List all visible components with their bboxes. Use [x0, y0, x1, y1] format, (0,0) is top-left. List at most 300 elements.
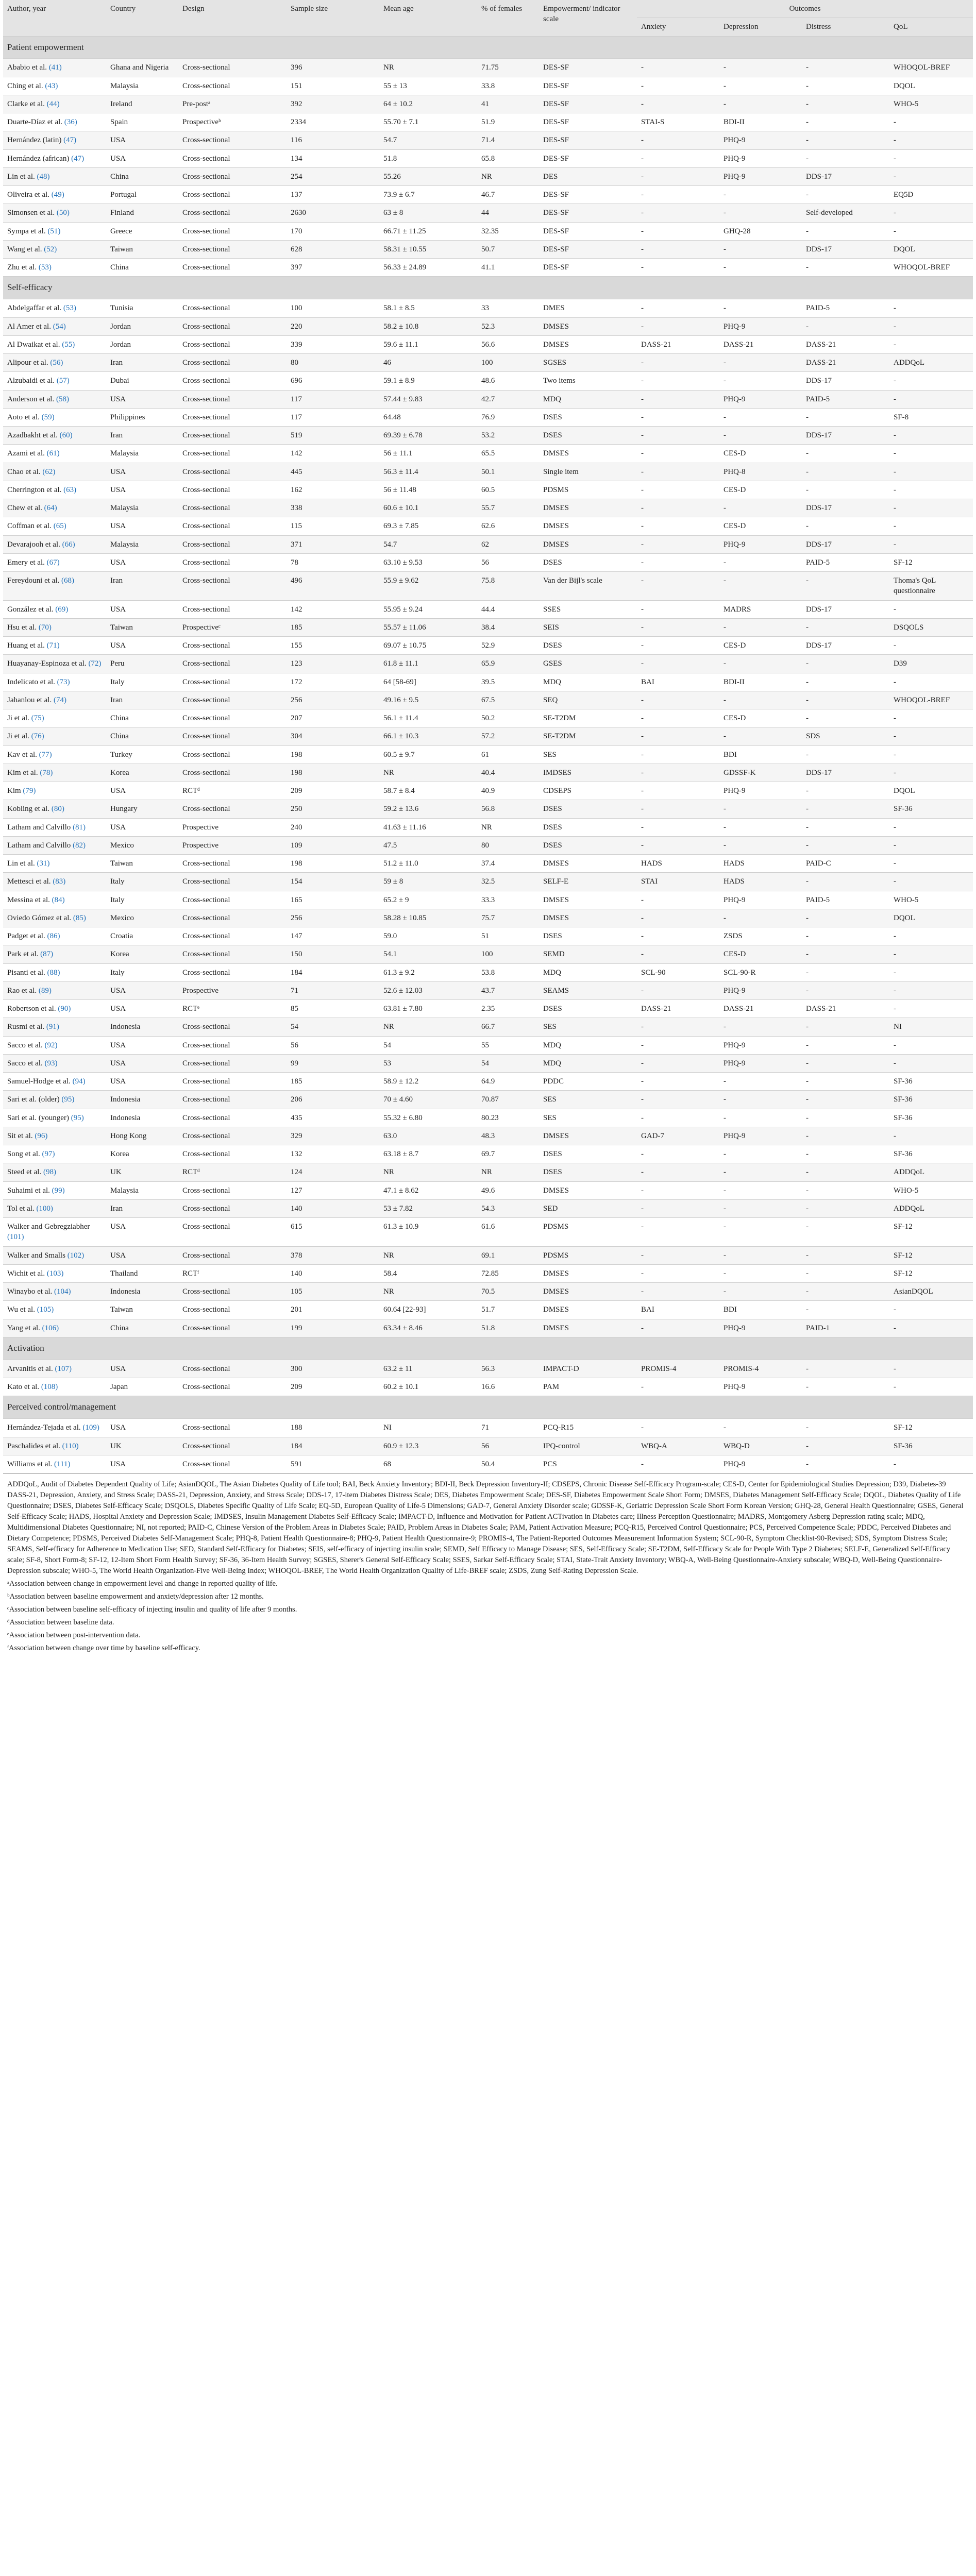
cell-qol: SF-8	[889, 408, 973, 426]
reference-link[interactable]: (52)	[44, 245, 57, 253]
cell-author	[3, 445, 106, 463]
cell-design: Cross-sectional	[178, 1109, 287, 1127]
cell-sample-size: 256	[287, 691, 379, 709]
author-name: Steed et al.	[7, 1168, 42, 1177]
cell-mean-age: 63.2 ± 11	[379, 1360, 477, 1378]
cell-qol: -	[889, 499, 973, 517]
cell-scale: IMPACT-D	[539, 1360, 637, 1378]
table-row	[3, 372, 973, 390]
reference-link[interactable]: (81)	[73, 823, 86, 832]
cell-sample-size: 185	[287, 1073, 379, 1091]
reference-link[interactable]: (55)	[62, 340, 75, 349]
cell-depression: PHQ-9	[719, 131, 802, 149]
cell-mean-age: 58.4	[379, 1264, 477, 1282]
cell-mean-age: NR	[379, 1018, 477, 1036]
cell-scale: DSES	[539, 818, 637, 836]
table-row	[3, 1145, 973, 1163]
table-row	[3, 390, 973, 408]
cell-distress: -	[802, 1199, 889, 1217]
reference-link[interactable]: (83)	[53, 877, 66, 886]
author-name: Kobling et al.	[7, 805, 50, 814]
cell-qol: -	[889, 299, 973, 317]
author-name: Walker and Gebregziabher	[7, 1223, 90, 1231]
author-name: Ching et al.	[7, 81, 43, 90]
cell-depression: -	[719, 95, 802, 113]
cell-author	[3, 618, 106, 636]
cell-qol: SF-36	[889, 1109, 973, 1127]
cell-country: Hungary	[106, 800, 178, 818]
cell-qol: DSQOLS	[889, 618, 973, 636]
reference-link[interactable]: (87)	[40, 950, 54, 959]
table-row	[3, 131, 973, 149]
reference-link[interactable]: (90)	[58, 1005, 71, 1013]
cell-pct-females: 71.75	[477, 59, 539, 77]
table-row	[3, 149, 973, 167]
cell-author	[3, 1455, 106, 1473]
section-header	[3, 36, 973, 59]
cell-pct-females: 100	[477, 354, 539, 372]
cell-anxiety: -	[637, 535, 719, 553]
cell-author	[3, 1000, 106, 1018]
reference-link[interactable]: (109)	[82, 1423, 99, 1432]
cell-design: Cross-sectional	[178, 1301, 287, 1319]
cell-country: USA	[106, 1000, 178, 1018]
author-name: Kav et al.	[7, 750, 37, 759]
cell-depression: PHQ-9	[719, 1319, 802, 1337]
cell-sample-size: 115	[287, 517, 379, 535]
reference-link[interactable]: (80)	[51, 805, 64, 814]
cell-mean-age: 56 ± 11.48	[379, 481, 477, 499]
author-name: Abdelgaffar et al.	[7, 304, 62, 313]
cell-country: Malaysia	[106, 535, 178, 553]
reference-link[interactable]: (101)	[7, 1233, 24, 1242]
cell-qol: -	[889, 855, 973, 873]
cell-qol: SF-36	[889, 1091, 973, 1109]
reference-link[interactable]: (98)	[43, 1168, 56, 1177]
cell-sample-size: 162	[287, 481, 379, 499]
reference-link[interactable]: (78)	[40, 768, 53, 777]
cell-scale: DMSES	[539, 1181, 637, 1199]
cell-qol: DQOL	[889, 782, 973, 800]
cell-sample-size: 100	[287, 299, 379, 317]
reference-link[interactable]: (65)	[53, 522, 66, 531]
cell-design: Cross-sectional	[178, 855, 287, 873]
cell-design: Cross-sectional	[178, 945, 287, 963]
reference-link[interactable]: (104)	[54, 1287, 71, 1296]
cell-qol: -	[889, 836, 973, 854]
cell-design: Prospective	[178, 981, 287, 999]
reference-link[interactable]: (107)	[55, 1364, 72, 1373]
cell-scale: DMSES	[539, 535, 637, 553]
reference-link[interactable]: (53)	[63, 304, 76, 313]
reference-link[interactable]: (100)	[36, 1204, 53, 1213]
cell-distress: -	[802, 981, 889, 999]
cell-anxiety: BAI	[637, 1301, 719, 1319]
cell-design: RCTᶠ	[178, 1264, 287, 1282]
author-name: Arvanitis et al.	[7, 1364, 53, 1373]
cell-qol: -	[889, 981, 973, 999]
cell-scale: DSES	[539, 1000, 637, 1018]
cell-mean-age: 60.64 [22-93]	[379, 1301, 477, 1319]
cell-scale: SES	[539, 745, 637, 764]
reference-link[interactable]: (72)	[88, 659, 102, 668]
cell-author	[3, 240, 106, 258]
cell-author	[3, 1018, 106, 1036]
table-row	[3, 481, 973, 499]
cell-design: Cross-sectional	[178, 745, 287, 764]
cell-design: Prospectiveᶜ	[178, 618, 287, 636]
reference-link[interactable]: (96)	[35, 1131, 48, 1140]
reference-link[interactable]: (31)	[37, 859, 50, 868]
cell-pct-females: 52.9	[477, 637, 539, 655]
reference-link[interactable]: (71)	[46, 641, 60, 650]
cell-distress: DDS-17	[802, 637, 889, 655]
cell-design: Cross-sectional	[178, 655, 287, 673]
reference-link[interactable]: (97)	[42, 1150, 55, 1159]
cell-mean-age: 56.1 ± 11.4	[379, 709, 477, 727]
reference-link[interactable]: (111)	[54, 1460, 71, 1468]
cell-pct-females: 51.8	[477, 1319, 539, 1337]
section-title: Patient empowerment	[3, 36, 973, 59]
cell-design: Cross-sectional	[178, 1054, 287, 1072]
cell-pct-females: 80	[477, 836, 539, 854]
cell-sample-size: 240	[287, 818, 379, 836]
reference-link[interactable]: (84)	[52, 895, 65, 904]
cell-qol: -	[889, 1036, 973, 1054]
author-name: Sari et al. (younger)	[7, 1113, 69, 1122]
cell-depression: -	[719, 909, 802, 927]
reference-link[interactable]: (69)	[55, 605, 69, 614]
reference-link[interactable]: (61)	[46, 449, 60, 458]
cell-mean-age: 73.9 ± 6.7	[379, 186, 477, 204]
reference-link[interactable]: (89)	[38, 986, 52, 995]
reference-link[interactable]: (60)	[59, 431, 73, 440]
cell-sample-size: 78	[287, 553, 379, 571]
reference-link[interactable]: (99)	[52, 1186, 65, 1195]
cell-sample-size: 54	[287, 1018, 379, 1036]
cell-distress: -	[802, 222, 889, 240]
cell-qol: -	[889, 1319, 973, 1337]
reference-link[interactable]: (59)	[41, 413, 55, 421]
cell-qol: DQOL	[889, 240, 973, 258]
reference-link[interactable]: (47)	[63, 136, 77, 145]
cell-sample-size: 184	[287, 1437, 379, 1455]
reference-link[interactable]: (85)	[73, 913, 86, 922]
reference-link[interactable]: (103)	[46, 1269, 64, 1278]
cell-sample-size: 198	[287, 764, 379, 782]
reference-link[interactable]: (77)	[39, 750, 52, 759]
cell-scale: PDDC	[539, 1073, 637, 1091]
cell-country: Taiwan	[106, 618, 178, 636]
cell-anxiety: -	[637, 354, 719, 372]
reference-link[interactable]: (70)	[38, 623, 52, 632]
reference-link[interactable]: (74)	[53, 696, 66, 704]
table-row	[3, 259, 973, 277]
cell-anxiety: -	[637, 764, 719, 782]
cell-scale: DES-SF	[539, 59, 637, 77]
footnote-item: ᵃAssociation between change in empowerment level and change in reported quality of life.	[7, 1580, 278, 1588]
cell-mean-age: 53 ± 7.82	[379, 1199, 477, 1217]
cell-anxiety: -	[637, 427, 719, 445]
cell-depression: -	[719, 553, 802, 571]
table-row	[3, 1246, 973, 1264]
cell-scale: SEQ	[539, 691, 637, 709]
cell-distress: -	[802, 1181, 889, 1199]
author-name: Suhaimi et al.	[7, 1186, 50, 1195]
cell-distress: -	[802, 655, 889, 673]
cell-country: Italy	[106, 963, 178, 981]
cell-scale: DSES	[539, 1163, 637, 1181]
author-name: Sacco et al.	[7, 1059, 43, 1067]
cell-depression: PHQ-9	[719, 1455, 802, 1473]
cell-depression: CES-D	[719, 637, 802, 655]
reference-link[interactable]: (49)	[51, 191, 64, 199]
cell-qol: SF-12	[889, 553, 973, 571]
cell-mean-age: 58.28 ± 10.85	[379, 909, 477, 927]
reference-link[interactable]: (47)	[71, 154, 85, 163]
cell-design: Cross-sectional	[178, 800, 287, 818]
cell-country: Indonesia	[106, 1109, 178, 1127]
table-row	[3, 1091, 973, 1109]
cell-design: Cross-sectional	[178, 445, 287, 463]
cell-qol: -	[889, 167, 973, 185]
cell-distress: -	[802, 691, 889, 709]
cell-scale: PDSMS	[539, 1246, 637, 1264]
reference-link[interactable]: (86)	[47, 932, 60, 941]
reference-link[interactable]: (66)	[62, 540, 75, 549]
reference-link[interactable]: (105)	[37, 1306, 54, 1314]
cell-anxiety: -	[637, 745, 719, 764]
reference-link[interactable]: (54)	[53, 322, 66, 331]
cell-depression: PHQ-9	[719, 891, 802, 909]
cell-pct-females: 51.9	[477, 113, 539, 131]
author-name: Williams et al.	[7, 1460, 53, 1468]
cell-sample-size: 201	[287, 1301, 379, 1319]
cell-scale: MDQ	[539, 1054, 637, 1072]
cell-anxiety: -	[637, 655, 719, 673]
cell-scale: DMSES	[539, 445, 637, 463]
cell-mean-age: 52.6 ± 12.03	[379, 981, 477, 999]
author-name: Cherrington et al.	[7, 485, 62, 494]
reference-link[interactable]: (94)	[72, 1077, 86, 1086]
cell-design: Cross-sectional	[178, 1283, 287, 1301]
cell-qol: SF-36	[889, 1073, 973, 1091]
cell-author	[3, 335, 106, 353]
cell-qol: SF-36	[889, 800, 973, 818]
cell-anxiety: -	[637, 782, 719, 800]
cell-author	[3, 1091, 106, 1109]
cell-country: UK	[106, 1437, 178, 1455]
reference-link[interactable]: (79)	[23, 787, 36, 795]
reference-link[interactable]: (62)	[42, 467, 56, 476]
cell-scale: MDQ	[539, 1036, 637, 1054]
cell-author	[3, 818, 106, 836]
reference-link[interactable]: (76)	[31, 732, 44, 741]
cell-country: USA	[106, 553, 178, 571]
author-name: González et al.	[7, 605, 54, 614]
cell-anxiety: -	[637, 390, 719, 408]
cell-pct-females: 53.2	[477, 427, 539, 445]
cell-mean-age: 63.81 ± 7.80	[379, 1000, 477, 1018]
cell-design: Cross-sectional	[178, 1455, 287, 1473]
cell-pct-females: 55	[477, 1036, 539, 1054]
cell-author	[3, 299, 106, 317]
cell-anxiety: WBQ-A	[637, 1437, 719, 1455]
cell-pct-females: NR	[477, 167, 539, 185]
cell-pct-females: 50.7	[477, 240, 539, 258]
cell-design: Cross-sectional	[178, 186, 287, 204]
cell-author	[3, 259, 106, 277]
cell-mean-age: 59.2 ± 13.6	[379, 800, 477, 818]
cell-mean-age: 54.7	[379, 535, 477, 553]
cell-sample-size: 170	[287, 222, 379, 240]
cell-mean-age: 69.39 ± 6.78	[379, 427, 477, 445]
cell-mean-age: 61.8 ± 11.1	[379, 655, 477, 673]
cell-mean-age: 65.2 ± 9	[379, 891, 477, 909]
cell-mean-age: 66.1 ± 10.3	[379, 727, 477, 745]
reference-link[interactable]: (41)	[48, 63, 62, 72]
cell-depression: -	[719, 1218, 802, 1247]
author-name: Anderson et al.	[7, 395, 55, 403]
reference-link[interactable]: (63)	[63, 485, 77, 494]
reference-link[interactable]: (95)	[71, 1113, 84, 1122]
cell-anxiety: -	[637, 1036, 719, 1054]
cell-depression: BDI-II	[719, 673, 802, 691]
cell-sample-size: 142	[287, 600, 379, 618]
cell-scale: DMSES	[539, 1264, 637, 1282]
reference-link[interactable]: (36)	[64, 118, 77, 127]
cell-mean-age: 66.71 ± 11.25	[379, 222, 477, 240]
cell-country: Iran	[106, 691, 178, 709]
cell-qol: WHOQOL-BREF	[889, 691, 973, 709]
cell-distress: -	[802, 77, 889, 95]
reference-link[interactable]: (57)	[56, 377, 70, 385]
table-row	[3, 782, 973, 800]
abbreviations-text: ADDQoL, Audit of Diabetes Dependent Quality of Life; AsianDQOL, The Asian Diabetes Quality of Life tool; BAI, Beck Anxiety Inventory; BDI-II, Beck Depression Inventory-II; CDSEPS, Chronic Disease Self-Efficacy Program-scale; CES-D, Center for Epidemiological Studies Depression; D39, Diabetes-39 DASS-21, Depression, Anxiety, and Stress Scale; DASS-21, Depression, Anxiety, and Stress Scale; DDS-17, 17-item Diabetes Distress Scale; DES, Diabetes Empowerment Scale; DES-SF, Diabetes Empowerment Scale Short Form; DMSES, Diabetes Management Self-Efficacy Scale; DQOL, Diabetes Quality of Life Questionnaire; DSES, Diabetes Self-Efficacy Scale; DSQOLS, Diabetes Specific Quality of Life Scale; EQ-5D, European Quality of Life-5 Dimensions; GAD-7, General Anxiety Disorder scale; GDSSF-K, Geriatric Depression Scale Short Form Korean Version; GHQ-28, General Health Questionnaire; GSES, General Self-Efficacy Scale; HADS, Hospital Anxiety and Depression Scale; IMDSES, Insulin Management Diabetes Self-Efficacy Scale; IMPACT-D, Influence and Motivation for Patient ACTivation in Diabetes care; Illness Perception Questionnaire; MADRS, Montgomery Asberg Depression rating scale; MDQ, Multidimensional Diabetes Questionnaire; NI, not reported; PAID-C, Chinese Version of the Problem Areas in Diabetes Scale; PAID, Problem Areas in Diabetes Scale; PAM, Patient Activation Measure; PCQ-R15, Perceived Control Questionnaire; PCS, Perceived Competence Scale; PDDC, Perceived Diabetes and Dietary Competence; PDSMS, Perceived Diabetes Self-Management Scale; PHQ-8, Patient Health Questionnaire-8; PHQ-9, Patient Health Questionnaire-9; PROMIS-4, The Patient-Reported Outcomes Measurement Information System; SCL-90-R, Symptom Checklist-90-Revised; SDS, Symptom Distress Scale; SEAMS, Self-efficacy for Adherence to Medication Use; SED, Standard Self-Efficacy for Diabetes; SEIS, self-efficacy of injecting insulin scale; SEMD, Self Efficacy to Manage Disease; SES, Self-Efficacy Scale; SE-T2DM, Self-Efficacy Scale for People With Type 2 Diabetes; SELF-E, Generalized Self-Efficacy scale; SF-8, Short Form-8; SF-12, 12-Item Short Form Health Survey; SF-36, 36-Item Health Survey; SGSES, Sherer's General Self-Efficacy Scale; SSES, Sarkar Self-Efficacy Scale; STAI, State-Trait Anxiety Inventory; WBQ-A, Well-Being Questionnaire-Anxiety subscale; WBQ-D, Well-Being Questionnaire-Depression subscale; WHO-5, The World Health Organization-Five Well-Being Index; WHOQOL-BREF, The World Health Organization Quality of Life-BREF scale; ZSDS, Zung Self-Rating Depression Scale.	[7, 1480, 964, 1575]
reference-link[interactable]: (82)	[73, 841, 86, 850]
cell-country: UK	[106, 1163, 178, 1181]
reference-link[interactable]: (91)	[46, 1023, 59, 1031]
author-name: Winaybo et al.	[7, 1287, 53, 1296]
author-name: Sit et al.	[7, 1131, 33, 1140]
table-row	[3, 981, 973, 999]
reference-link[interactable]: (106)	[42, 1324, 59, 1332]
cell-pct-females: 56.6	[477, 335, 539, 353]
reference-link[interactable]: (102)	[67, 1251, 85, 1260]
reference-link[interactable]: (92)	[44, 1041, 58, 1049]
cell-pct-females: 37.4	[477, 855, 539, 873]
cell-author	[3, 167, 106, 185]
cell-mean-age: 64.48	[379, 408, 477, 426]
cell-mean-age: NR	[379, 1283, 477, 1301]
cell-pct-females: 72.85	[477, 1264, 539, 1282]
reference-link[interactable]: (58)	[56, 395, 69, 403]
cell-depression: -	[719, 1018, 802, 1036]
reference-link[interactable]: (93)	[44, 1059, 58, 1067]
table-row	[3, 517, 973, 535]
reference-link[interactable]: (67)	[46, 558, 60, 567]
cell-distress: DDS-17	[802, 372, 889, 390]
reference-link[interactable]: (64)	[44, 504, 57, 513]
cell-qol: -	[889, 317, 973, 335]
cell-design: Cross-sectional	[178, 1127, 287, 1145]
cell-depression: -	[719, 572, 802, 601]
footnote-item: ᶜAssociation between baseline self-efficacy of injecting insulin and quality of life after 9 months.	[7, 1605, 297, 1614]
cell-design: Cross-sectional	[178, 408, 287, 426]
cell-mean-age: 41.63 ± 11.16	[379, 818, 477, 836]
reference-link[interactable]: (95)	[61, 1095, 75, 1104]
table-row	[3, 909, 973, 927]
reference-link[interactable]: (73)	[57, 677, 70, 686]
cell-qol: ADDQoL	[889, 354, 973, 372]
cell-country: USA	[106, 1036, 178, 1054]
author-name: Clarke et al.	[7, 99, 45, 108]
cell-design: Cross-sectional	[178, 673, 287, 691]
cell-sample-size: 80	[287, 354, 379, 372]
reference-link[interactable]: (108)	[41, 1383, 58, 1392]
author-name: Zhu et al.	[7, 263, 37, 272]
cell-depression: -	[719, 1283, 802, 1301]
reference-link[interactable]: (51)	[47, 227, 61, 235]
cell-country: Malaysia	[106, 499, 178, 517]
table-row	[3, 427, 973, 445]
reference-link[interactable]: (88)	[47, 968, 60, 977]
cell-distress: -	[802, 873, 889, 891]
cell-design: Cross-sectional	[178, 1419, 287, 1437]
author-name: Aoto et al.	[7, 413, 40, 421]
reference-link[interactable]: (53)	[38, 263, 52, 272]
cell-author	[3, 1199, 106, 1217]
table-row	[3, 317, 973, 335]
reference-link[interactable]: (68)	[61, 577, 74, 585]
table-row	[3, 1181, 973, 1199]
cell-scale: DES-SF	[539, 240, 637, 258]
cell-scale: DMSES	[539, 909, 637, 927]
cell-qol: -	[889, 745, 973, 764]
cell-distress: -	[802, 481, 889, 499]
cell-author	[3, 673, 106, 691]
reference-link[interactable]: (56)	[50, 359, 63, 367]
cell-pct-females: 50.4	[477, 1455, 539, 1473]
cell-mean-age: 60.5 ± 9.7	[379, 745, 477, 764]
reference-link[interactable]: (110)	[62, 1442, 79, 1450]
reference-link[interactable]: (43)	[45, 81, 58, 90]
cell-mean-age: 58.31 ± 10.55	[379, 240, 477, 258]
cell-distress: DDS-17	[802, 535, 889, 553]
cell-country: Peru	[106, 655, 178, 673]
cell-qol: -	[889, 873, 973, 891]
reference-link[interactable]: (48)	[37, 172, 50, 181]
cell-distress: PAID-5	[802, 390, 889, 408]
reference-link[interactable]: (75)	[31, 714, 44, 723]
cell-pct-females: 67.5	[477, 691, 539, 709]
cell-scale: DSES	[539, 553, 637, 571]
cell-scale: MDQ	[539, 390, 637, 408]
cell-distress: DASS-21	[802, 1000, 889, 1018]
cell-mean-age: 59 ± 8	[379, 873, 477, 891]
cell-pct-females: 75.7	[477, 909, 539, 927]
author-name: Kato et al.	[7, 1383, 40, 1392]
reference-link[interactable]: (44)	[46, 99, 60, 108]
header-author: Author, year	[3, 0, 106, 36]
cell-pct-females: 75.8	[477, 572, 539, 601]
header-country: Country	[106, 0, 178, 36]
cell-sample-size: 123	[287, 655, 379, 673]
cell-anxiety: -	[637, 259, 719, 277]
cell-anxiety: -	[637, 1073, 719, 1091]
cell-pct-females: 50.2	[477, 709, 539, 727]
reference-link[interactable]: (50)	[56, 209, 70, 217]
